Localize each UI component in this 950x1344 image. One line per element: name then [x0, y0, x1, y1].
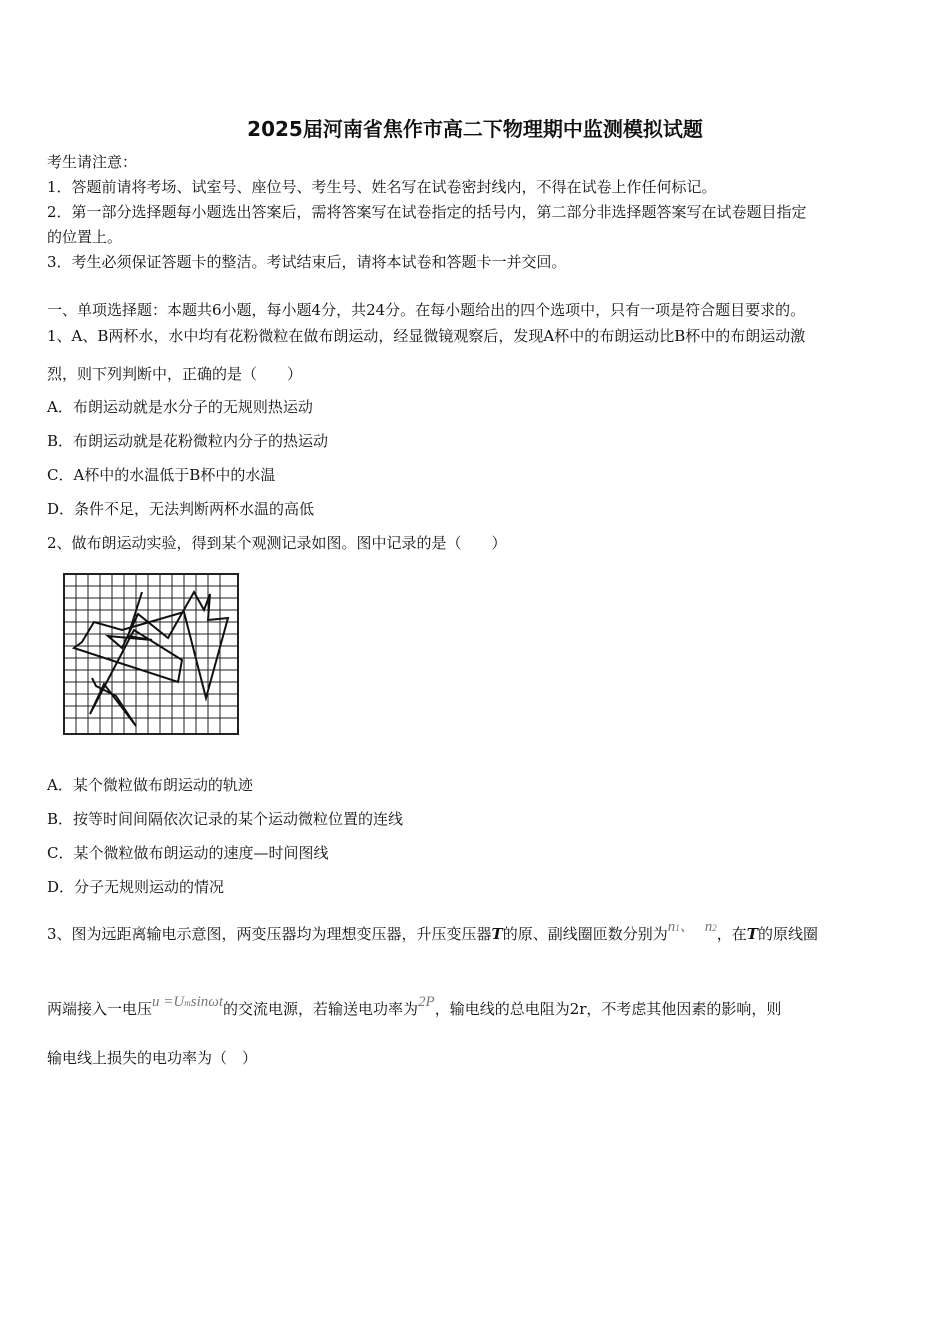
- q2-option-b: B．按等时间间隔依次记录的某个运动微粒位置的连线: [47, 810, 404, 828]
- notice-item-1: 1．答题前请将考场、试室号、座位号、考生号、姓名写在试卷密封线内，不得在试卷上作任何标记。: [47, 178, 717, 196]
- notice-heading: 考生请注意：: [47, 153, 138, 171]
- q3-text-2c: ，输电线的总电阻为2r，不考虑其他因素的影响，则: [434, 1000, 782, 1018]
- notice-item-2: 2．第一部分选择题每小题选出答案后，需将答案写在试卷指定的括号内，第二部分非选择题答案写在试卷题目指定: [47, 203, 807, 221]
- q1-option-b: B．布朗运动就是花粉微粒内分子的热运动: [47, 432, 329, 450]
- q1-stem-line2: 烈，则下列判断中，正确的是（ ）: [47, 365, 303, 383]
- q1-option-a: A．布朗运动就是水分子的无规则热运动: [47, 398, 313, 416]
- q3-symbol-T2: T: [746, 925, 758, 943]
- q3-stem-line2: [47, 994, 782, 1021]
- n2-symbol: n2: [704, 919, 717, 935]
- brownian-motion-figure: [60, 570, 242, 740]
- q3-text-1d: 的原线圈: [757, 925, 818, 943]
- q3-stem-line3: 输电线上损失的电功率为（ ）: [47, 1049, 258, 1067]
- q3-text-1a: 3、图为远距离输电示意图，两变压器均为理想变压器，升压变压器: [47, 925, 492, 943]
- q2-option-d: D．分子无规则运动的情况: [47, 878, 225, 896]
- q1-stem-line1: 1、A、B两杯水，水中均有花粉微粒在做布朗运动，经显微镜观察后，发现A杯中的布朗运动比B杯中的布朗运动激: [47, 327, 806, 345]
- separator: 、: [679, 919, 695, 935]
- notice-item-2-cont: 的位置上。: [47, 228, 123, 246]
- q1-option-d: D．条件不足，无法判断两杯水温的高低: [47, 500, 315, 518]
- q3-text-1c: ，在: [716, 925, 747, 943]
- page-title: 2025届河南省焦作市高二下物理期中监测模拟试题: [247, 117, 703, 141]
- q3-text-2a: 两端接入一电压: [47, 1000, 153, 1018]
- q3-text-2b: 的交流电源，若输送电功率为: [223, 1000, 419, 1018]
- section-heading: 一、单项选择题：本题共6小题，每小题4分，共24分。在每小题给出的四个选项中，只有一项是符合题目要求的。: [47, 301, 806, 319]
- q2-option-a: A．某个微粒做布朗运动的轨迹: [47, 776, 253, 794]
- q2-stem: 2、做布朗运动实验，得到某个观测记录如图。图中记录的是（ ）: [47, 534, 507, 552]
- voltage-formula: u =Umsinωt: [152, 994, 223, 1010]
- q3-stem-line1: [47, 919, 818, 946]
- notice-item-3: 3．考生必须保证答题卡的整洁。考试结束后，请将本试卷和答题卡一并交回。: [47, 253, 567, 271]
- power-formula: 2P: [418, 994, 435, 1010]
- q2-option-c: C．某个微粒做布朗运动的速度—时间图线: [47, 844, 329, 862]
- q1-option-c: C．A杯中的水温低于B杯中的水温: [47, 466, 276, 484]
- q3-symbol-T: T: [491, 925, 503, 943]
- q3-text-1b: 的原、副线圈匝数分别为: [502, 925, 668, 943]
- n1-symbol: n1: [667, 919, 680, 935]
